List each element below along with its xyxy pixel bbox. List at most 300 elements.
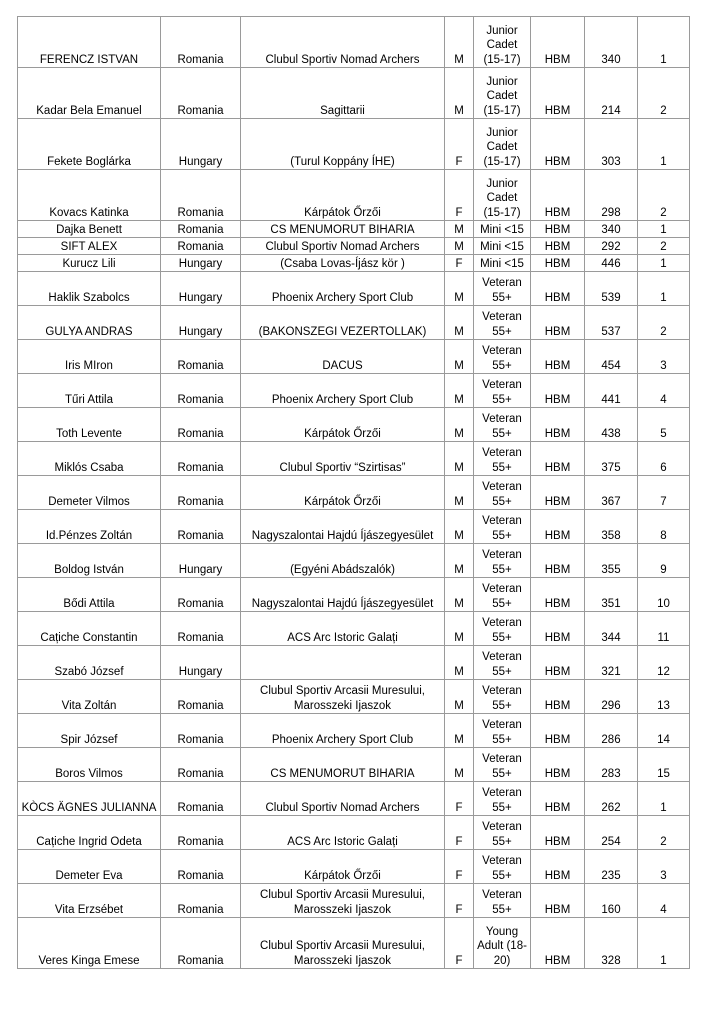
score-cell	[585, 748, 638, 782]
athlete-name-cell	[18, 782, 161, 816]
country-text: Romania	[177, 903, 224, 916]
athlete-name-text: Kovacs Katinka	[49, 206, 129, 219]
club-text: Sagittarii	[320, 104, 365, 117]
category-cell	[474, 612, 531, 646]
club-cell	[241, 476, 445, 510]
score-cell	[585, 578, 638, 612]
bow-type-text: HBM	[544, 206, 571, 219]
gender-cell	[445, 578, 474, 612]
athlete-name-text: GULYA ANDRAS	[45, 325, 133, 338]
athlete-name-text: FERENCZ ISTVAN	[39, 53, 139, 66]
score-cell	[585, 612, 638, 646]
gender-text: M	[454, 631, 464, 644]
rank-text: 14	[657, 733, 670, 746]
athlete-name-text: Bődi Attila	[63, 597, 115, 610]
table-row	[18, 918, 690, 969]
bow-type-text: HBM	[544, 835, 571, 848]
table-row	[18, 884, 690, 918]
rank-cell	[638, 374, 690, 408]
club-cell	[241, 68, 445, 119]
bow-type-cell	[531, 748, 585, 782]
rank-cell	[638, 680, 690, 714]
club-cell	[241, 221, 445, 238]
gender-cell	[445, 255, 474, 272]
athlete-name-text: Spir József	[60, 733, 118, 746]
table-row	[18, 612, 690, 646]
club-cell	[241, 680, 445, 714]
bow-type-text: HBM	[544, 631, 571, 644]
gender-cell	[445, 408, 474, 442]
club-text: (Turul Koppány ÍHE)	[290, 155, 395, 168]
category-text: Veteran 55+	[482, 515, 522, 542]
category-cell	[474, 782, 531, 816]
category-cell	[474, 918, 531, 969]
athlete-name-text: SIFT ALEX	[60, 240, 118, 253]
category-text: Young Adult (18- 20)	[477, 925, 527, 967]
score-cell	[585, 170, 638, 221]
club-text: ACS Arc Istoric Galați	[287, 835, 398, 848]
club-text: (Csaba Lovas-Íjász kör )	[280, 257, 405, 270]
club-cell	[241, 714, 445, 748]
athlete-name-cell	[18, 680, 161, 714]
club-text: Kárpátok Őrzői	[304, 206, 381, 219]
rank-cell	[638, 17, 690, 68]
score-text: 367	[601, 495, 621, 508]
athlete-name-text: Tűri Attila	[65, 393, 113, 406]
country-text: Romania	[177, 954, 224, 967]
athlete-name-text: Boros Vilmos	[55, 767, 123, 780]
category-text: Junior Cadet (15-17)	[483, 177, 521, 219]
score-cell	[585, 374, 638, 408]
country-text: Romania	[177, 393, 224, 406]
bow-type-cell	[531, 170, 585, 221]
athlete-name-text: Miklós Csaba	[54, 461, 124, 474]
category-text: Veteran 55+	[482, 753, 522, 780]
category-text: Veteran 55+	[482, 889, 522, 916]
country-text: Hungary	[178, 665, 223, 678]
bow-type-text: HBM	[544, 393, 571, 406]
table-row	[18, 255, 690, 272]
rank-cell	[638, 170, 690, 221]
country-cell	[161, 306, 241, 340]
club-text: Phoenix Archery Sport Club	[271, 393, 414, 406]
gender-text: M	[454, 359, 464, 372]
score-cell	[585, 340, 638, 374]
rank-cell	[638, 816, 690, 850]
gender-text: M	[454, 665, 464, 678]
athlete-name-cell	[18, 119, 161, 170]
bow-type-cell	[531, 476, 585, 510]
gender-cell	[445, 221, 474, 238]
bow-type-cell	[531, 255, 585, 272]
category-text: Veteran 55+	[482, 379, 522, 406]
athlete-name-cell	[18, 918, 161, 969]
score-cell	[585, 476, 638, 510]
country-cell	[161, 374, 241, 408]
club-text: Clubul Sportiv Nomad Archers	[265, 801, 420, 814]
score-cell	[585, 544, 638, 578]
country-text: Hungary	[178, 257, 223, 270]
gender-text: M	[454, 104, 464, 117]
score-text: 358	[601, 529, 621, 542]
category-cell	[474, 476, 531, 510]
athlete-name-text: Vita Zoltán	[61, 699, 117, 712]
country-text: Romania	[177, 495, 224, 508]
bow-type-cell	[531, 884, 585, 918]
country-text: Hungary	[178, 291, 223, 304]
athlete-name-text: Cațiche Constantin	[40, 631, 138, 644]
table-row	[18, 544, 690, 578]
category-text: Veteran 55+	[482, 685, 522, 712]
rank-cell	[638, 340, 690, 374]
results-table-body	[18, 17, 690, 969]
category-text: Junior Cadet (15-17)	[483, 24, 521, 66]
bow-type-cell	[531, 612, 585, 646]
table-row	[18, 680, 690, 714]
category-text: Veteran 55+	[482, 617, 522, 644]
bow-type-cell	[531, 850, 585, 884]
gender-text: F	[455, 257, 463, 270]
gender-text: M	[454, 223, 464, 236]
score-text: 441	[601, 393, 621, 406]
table-row	[18, 578, 690, 612]
country-cell	[161, 782, 241, 816]
bow-type-cell	[531, 119, 585, 170]
bow-type-cell	[531, 816, 585, 850]
table-row	[18, 782, 690, 816]
gender-text: M	[454, 291, 464, 304]
athlete-name-cell	[18, 340, 161, 374]
table-row	[18, 816, 690, 850]
athlete-name-cell	[18, 306, 161, 340]
athlete-name-cell	[18, 612, 161, 646]
bow-type-text: HBM	[544, 427, 571, 440]
club-text: Kárpátok Őrzői	[304, 869, 381, 882]
rank-text: 8	[660, 529, 667, 542]
score-text: 262	[601, 801, 621, 814]
athlete-name-text: KÒCS ÄGNES JULIANNA	[21, 801, 157, 814]
rank-cell	[638, 884, 690, 918]
bow-type-text: HBM	[544, 801, 571, 814]
athlete-name-cell	[18, 442, 161, 476]
athlete-name-text: Iris MIron	[65, 359, 113, 372]
gender-cell	[445, 68, 474, 119]
table-row	[18, 340, 690, 374]
table-row	[18, 476, 690, 510]
athlete-name-text: Toth Levente	[56, 427, 122, 440]
category-text: Junior Cadet (15-17)	[483, 75, 521, 117]
country-text: Romania	[177, 767, 224, 780]
rank-text: 1	[660, 291, 667, 304]
bow-type-text: HBM	[544, 954, 571, 967]
rank-cell	[638, 476, 690, 510]
club-text: (BAKONSZEGI VEZERTOLLAK)	[258, 325, 427, 338]
category-cell	[474, 748, 531, 782]
table-row	[18, 748, 690, 782]
table-row	[18, 306, 690, 340]
club-cell	[241, 255, 445, 272]
country-cell	[161, 816, 241, 850]
club-text: Clubul Sportiv Arcasii Muresului, Marosszeki Ijaszok	[260, 685, 425, 712]
score-cell	[585, 272, 638, 306]
country-text: Romania	[177, 359, 224, 372]
category-cell	[474, 510, 531, 544]
gender-cell	[445, 918, 474, 969]
club-text: Nagyszalontai Hajdú Íjászegyesület	[251, 597, 434, 610]
country-text: Romania	[177, 53, 224, 66]
rank-text: 15	[657, 767, 670, 780]
country-text: Romania	[177, 223, 224, 236]
country-cell	[161, 476, 241, 510]
category-text: Veteran 55+	[482, 719, 522, 746]
athlete-name-cell	[18, 374, 161, 408]
bow-type-cell	[531, 68, 585, 119]
rank-cell	[638, 578, 690, 612]
rank-text: 3	[660, 359, 667, 372]
athlete-name-text: Kadar Bela Emanuel	[36, 104, 142, 117]
rank-text: 3	[660, 869, 667, 882]
rank-text: 4	[660, 903, 667, 916]
athlete-name-text: Cațiche Ingrid Odeta	[36, 835, 142, 848]
country-text: Romania	[177, 801, 224, 814]
athlete-name-cell	[18, 884, 161, 918]
country-cell	[161, 442, 241, 476]
country-text: Romania	[177, 240, 224, 253]
gender-cell	[445, 816, 474, 850]
score-text: 438	[601, 427, 621, 440]
bow-type-text: HBM	[544, 291, 571, 304]
table-row	[18, 408, 690, 442]
rank-cell	[638, 68, 690, 119]
category-text: Veteran 55+	[482, 787, 522, 814]
score-cell	[585, 646, 638, 680]
rank-text: 7	[660, 495, 667, 508]
gender-cell	[445, 612, 474, 646]
gender-cell	[445, 850, 474, 884]
country-cell	[161, 68, 241, 119]
category-text: Junior Cadet (15-17)	[483, 126, 521, 168]
rank-cell	[638, 510, 690, 544]
club-cell	[241, 17, 445, 68]
country-cell	[161, 272, 241, 306]
bow-type-text: HBM	[544, 223, 571, 236]
score-text: 328	[601, 954, 621, 967]
table-row	[18, 68, 690, 119]
gender-cell	[445, 306, 474, 340]
bow-type-cell	[531, 340, 585, 374]
gender-text: F	[455, 801, 463, 814]
score-text: 298	[601, 206, 621, 219]
gender-text: F	[455, 869, 463, 882]
rank-cell	[638, 272, 690, 306]
rank-cell	[638, 918, 690, 969]
score-text: 296	[601, 699, 621, 712]
category-text: Veteran 55+	[482, 481, 522, 508]
rank-cell	[638, 714, 690, 748]
category-cell	[474, 816, 531, 850]
club-cell	[241, 306, 445, 340]
country-text: Romania	[177, 427, 224, 440]
bow-type-cell	[531, 442, 585, 476]
results-table	[17, 16, 690, 969]
club-text: Kárpátok Őrzői	[304, 495, 381, 508]
category-text: Veteran 55+	[482, 447, 522, 474]
score-text: 160	[601, 903, 621, 916]
category-cell	[474, 221, 531, 238]
table-row	[18, 221, 690, 238]
country-text: Romania	[177, 835, 224, 848]
rank-text: 1	[660, 257, 667, 270]
athlete-name-text: Haklik Szabolcs	[48, 291, 130, 304]
score-cell	[585, 221, 638, 238]
bow-type-cell	[531, 578, 585, 612]
bow-type-cell	[531, 544, 585, 578]
category-cell	[474, 340, 531, 374]
gender-text: M	[454, 240, 464, 253]
gender-text: M	[454, 325, 464, 338]
club-cell	[241, 748, 445, 782]
bow-type-cell	[531, 408, 585, 442]
category-cell	[474, 255, 531, 272]
category-cell	[474, 170, 531, 221]
gender-cell	[445, 119, 474, 170]
rank-text: 5	[660, 427, 667, 440]
rank-cell	[638, 782, 690, 816]
rank-text: 2	[660, 104, 667, 117]
category-cell	[474, 238, 531, 255]
country-cell	[161, 340, 241, 374]
athlete-name-text: Dajka Benett	[56, 223, 122, 236]
country-cell	[161, 612, 241, 646]
bow-type-cell	[531, 510, 585, 544]
bow-type-cell	[531, 221, 585, 238]
athlete-name-cell	[18, 68, 161, 119]
bow-type-cell	[531, 374, 585, 408]
athlete-name-text: Fekete Boglárka	[47, 155, 131, 168]
score-text: 454	[601, 359, 621, 372]
country-cell	[161, 714, 241, 748]
rank-cell	[638, 408, 690, 442]
club-text: Phoenix Archery Sport Club	[271, 733, 414, 746]
country-text: Hungary	[178, 155, 223, 168]
rank-text: 2	[660, 240, 667, 253]
score-text: 375	[601, 461, 621, 474]
rank-text: 1	[660, 53, 667, 66]
athlete-name-text: Boldog István	[54, 563, 124, 576]
gender-text: M	[454, 529, 464, 542]
rank-text: 2	[660, 325, 667, 338]
country-cell	[161, 255, 241, 272]
gender-text: M	[454, 53, 464, 66]
gender-cell	[445, 510, 474, 544]
table-row	[18, 238, 690, 255]
rank-cell	[638, 255, 690, 272]
athlete-name-text: Vita Erzsébet	[54, 903, 124, 916]
country-text: Romania	[177, 631, 224, 644]
score-cell	[585, 714, 638, 748]
score-cell	[585, 680, 638, 714]
category-text: Veteran 55+	[482, 413, 522, 440]
bow-type-text: HBM	[544, 240, 571, 253]
table-row	[18, 510, 690, 544]
score-cell	[585, 408, 638, 442]
country-cell	[161, 680, 241, 714]
country-cell	[161, 17, 241, 68]
rank-text: 11	[657, 631, 670, 644]
bow-type-text: HBM	[544, 359, 571, 372]
country-cell	[161, 170, 241, 221]
club-text: DACUS	[322, 359, 363, 372]
table-row	[18, 272, 690, 306]
bow-type-cell	[531, 272, 585, 306]
score-cell	[585, 816, 638, 850]
athlete-name-cell	[18, 238, 161, 255]
club-cell	[241, 850, 445, 884]
bow-type-text: HBM	[544, 325, 571, 338]
gender-text: F	[455, 835, 463, 848]
gender-cell	[445, 714, 474, 748]
table-row	[18, 119, 690, 170]
bow-type-text: HBM	[544, 155, 571, 168]
gender-cell	[445, 680, 474, 714]
score-cell	[585, 442, 638, 476]
club-cell	[241, 646, 445, 680]
country-cell	[161, 510, 241, 544]
gender-cell	[445, 476, 474, 510]
gender-text: F	[455, 206, 463, 219]
category-cell	[474, 408, 531, 442]
score-text: 446	[601, 257, 621, 270]
category-text: Veteran 55+	[482, 345, 522, 372]
club-text: Clubul Sportiv “Szirtisas”	[279, 461, 406, 474]
score-cell	[585, 17, 638, 68]
table-row	[18, 442, 690, 476]
bow-type-text: HBM	[544, 461, 571, 474]
score-cell	[585, 238, 638, 255]
score-text: 344	[601, 631, 621, 644]
gender-cell	[445, 782, 474, 816]
category-text: Veteran 55+	[482, 549, 522, 576]
bow-type-text: HBM	[544, 257, 571, 270]
athlete-name-cell	[18, 544, 161, 578]
athlete-name-cell	[18, 255, 161, 272]
category-cell	[474, 17, 531, 68]
score-cell	[585, 68, 638, 119]
club-text: Kárpátok Őrzői	[304, 427, 381, 440]
gender-cell	[445, 170, 474, 221]
club-text: Phoenix Archery Sport Club	[271, 291, 414, 304]
score-text: 351	[601, 597, 621, 610]
category-cell	[474, 646, 531, 680]
gender-cell	[445, 272, 474, 306]
gender-text: M	[454, 495, 464, 508]
rank-text: 10	[657, 597, 670, 610]
bow-type-text: HBM	[544, 529, 571, 542]
category-cell	[474, 306, 531, 340]
category-cell	[474, 68, 531, 119]
gender-cell	[445, 340, 474, 374]
club-text: Clubul Sportiv Arcasii Muresului, Marosszeki Ijaszok	[260, 940, 425, 967]
club-text: Clubul Sportiv Nomad Archers	[265, 53, 420, 66]
score-text: 292	[601, 240, 621, 253]
athlete-name-cell	[18, 714, 161, 748]
bow-type-cell	[531, 680, 585, 714]
category-cell	[474, 119, 531, 170]
rank-text: 6	[660, 461, 667, 474]
rank-text: 2	[660, 206, 667, 219]
club-text: (Egyéni Abádszalók)	[290, 563, 395, 576]
athlete-name-text: Szabó József	[54, 665, 124, 678]
